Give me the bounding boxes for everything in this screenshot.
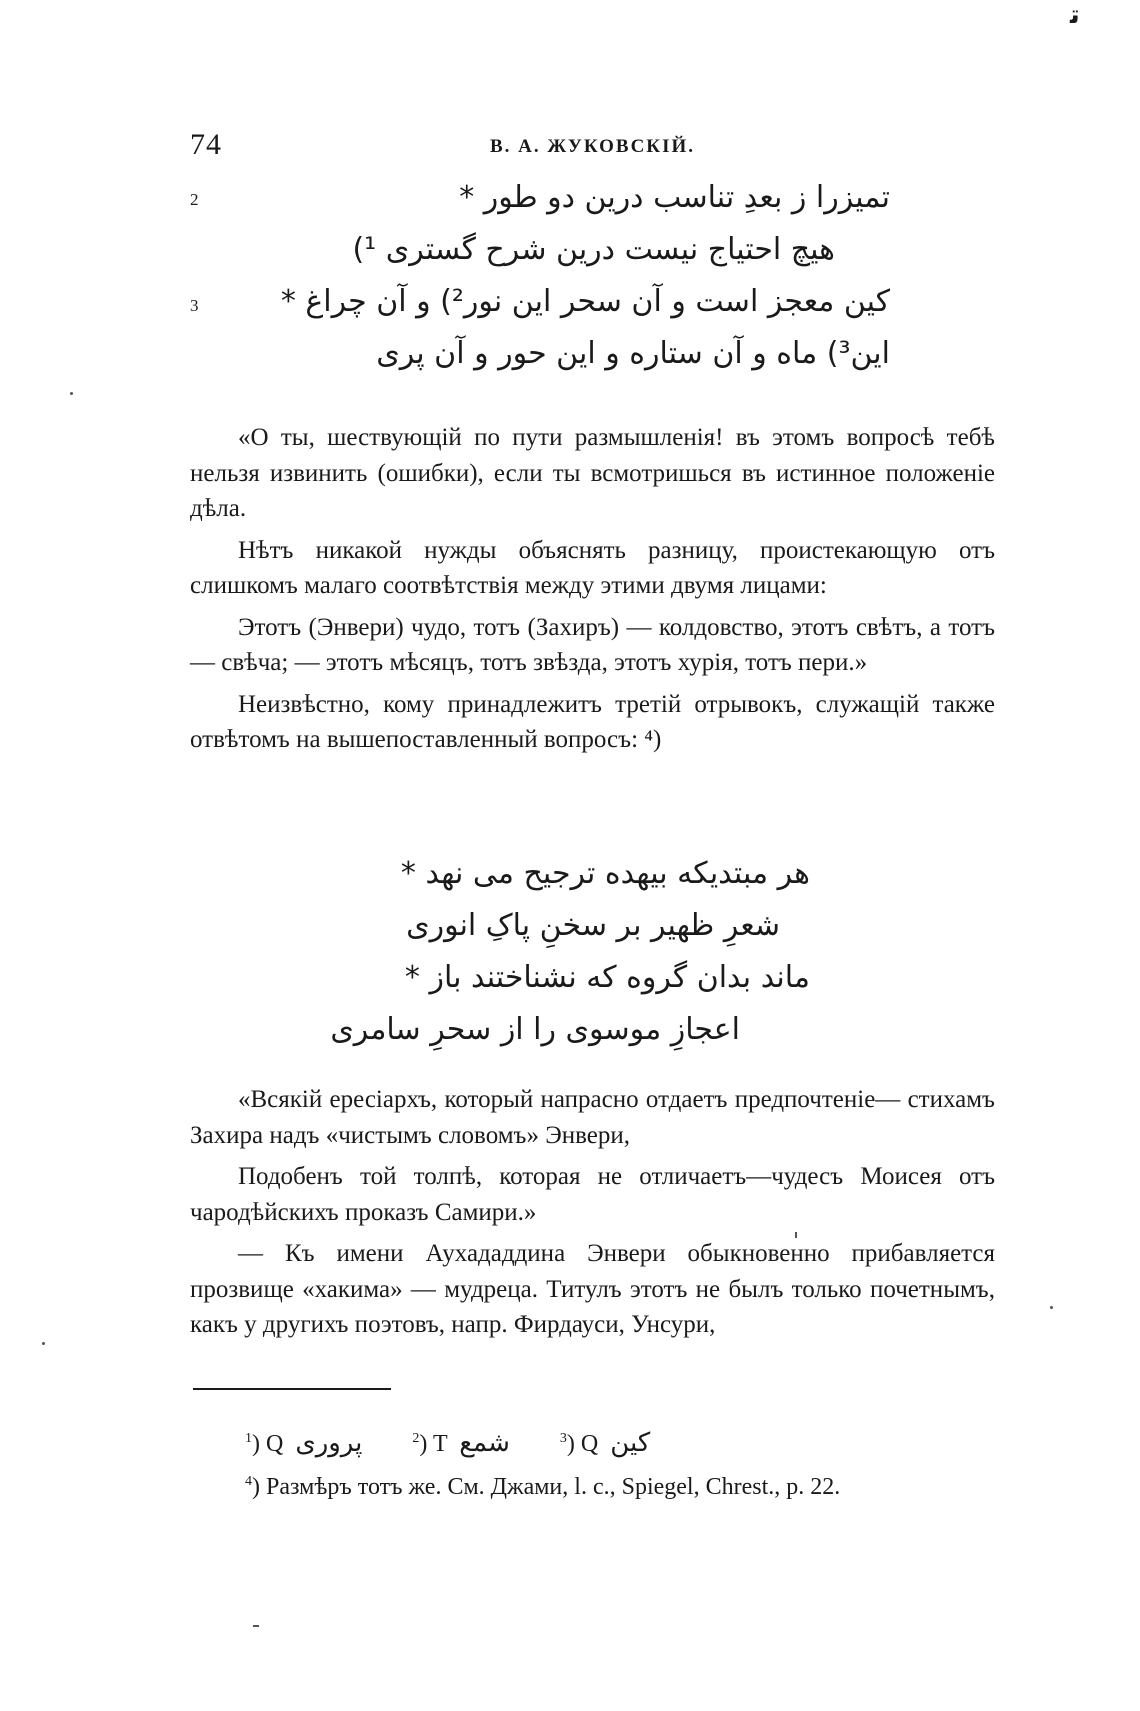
footnote-variant: شمع bbox=[459, 1428, 510, 1458]
verse-line bbox=[330, 1004, 810, 1056]
footnote-4 bbox=[245, 1464, 1005, 1500]
persian-verse-text: تمیزرا ز بعدِ تناسب درین دو طور * bbox=[459, 180, 890, 215]
verse-line bbox=[190, 276, 890, 328]
verse-line-number: 2 bbox=[190, 190, 199, 209]
persian-verse-text: هیچ احتیاج نیست درین شرح گستری ¹) bbox=[352, 232, 835, 267]
footnote-paren: ) bbox=[252, 1474, 260, 1500]
footnote-source: T bbox=[432, 1431, 448, 1457]
paragraph: — Къ имени Аухададдина Энвери обыкновенно прибавляется прозвище «хакима» — мудреца. Титулъ этотъ не былъ только почетнымъ, какъ у другихъ поэтовъ, напр. Фирдауси, Унсури, bbox=[190, 1240, 995, 1338]
footnote-3 bbox=[560, 1414, 650, 1469]
scan-speck bbox=[253, 1625, 259, 1627]
verse-line bbox=[380, 848, 810, 900]
footnote-mark: 3 bbox=[559, 1431, 567, 1446]
page-number: 74 bbox=[190, 128, 222, 161]
scan-speck bbox=[42, 1342, 45, 1345]
footnote-mark: 4 bbox=[245, 1474, 252, 1489]
verse-line bbox=[190, 224, 890, 276]
footnote-row bbox=[245, 1414, 1005, 1464]
paragraph: Подобенъ той толпѣ, которая не отличаетъ—чудесъ Моисея отъ чародѣйскихъ проказъ Самири.» bbox=[190, 1163, 995, 1226]
paragraph: «О ты, шествующій по пути размышленія! въ этомъ вопросѣ тебѣ нельзя извинить (ошибки), если ты всмотришься въ истинное положеніе дѣла. bbox=[190, 424, 995, 522]
verse-line bbox=[190, 172, 890, 224]
paragraph: Неизвѣстно, кому принадлежитъ третій отрывокъ, служащій также отвѣтомъ на вышепоставленный вопросъ: ⁴) bbox=[190, 690, 995, 753]
verse-line-number: 3 bbox=[190, 296, 199, 315]
scan-speck bbox=[70, 392, 73, 395]
running-head bbox=[190, 128, 995, 168]
persian-verse-block-2 bbox=[330, 848, 810, 1056]
footnote-paren: ) bbox=[419, 1431, 428, 1457]
persian-verse-text: شعرِ ظهیر بر سخنِ پاکِ انوری bbox=[406, 908, 780, 943]
verse-line bbox=[380, 952, 810, 1004]
footnote-variant: پروری bbox=[295, 1428, 363, 1458]
corner-ink-mark: ﺗ bbox=[1070, 0, 1080, 30]
persian-verse-text: هر مبتدیکه بیهده ترجیح می نهد * bbox=[400, 856, 810, 891]
verse-line bbox=[380, 900, 810, 952]
persian-verse-text: ماند بدان گروه که نشناختند باز * bbox=[404, 960, 810, 995]
verse-line bbox=[190, 328, 890, 380]
footnote-text: Размѣръ тотъ же. См. Джами, l. c., Spiegel, Chrest., p. 22. bbox=[266, 1474, 841, 1500]
footnote-paren: ) bbox=[566, 1431, 575, 1457]
footnote-mark: 1 bbox=[245, 1431, 252, 1446]
footnote-rule bbox=[193, 1388, 391, 1390]
footnote-variant: کین bbox=[610, 1428, 651, 1458]
persian-verse-text: کین معجز است و آن سحر این نور²) و آن چراغ * bbox=[280, 284, 890, 319]
footnote-source: Q bbox=[266, 1431, 284, 1457]
footnote-1 bbox=[245, 1414, 362, 1469]
footnote-paren: ) bbox=[252, 1431, 260, 1457]
paragraph: «Всякій ересіархъ, который напрасно отдаетъ предпочтеніе— стихамъ Захира надъ «чистымъ словомъ» Энвери, bbox=[190, 1086, 995, 1149]
prose-block-1 bbox=[190, 420, 995, 764]
prose-block-2 bbox=[190, 1082, 995, 1349]
footnote-2 bbox=[412, 1414, 509, 1469]
persian-verse-text: اعجازِ موسوی را از سحرِ سامری bbox=[330, 1012, 740, 1047]
persian-verse-block-1 bbox=[190, 172, 890, 380]
footnote-source: Q bbox=[580, 1431, 599, 1457]
paragraph: Этотъ (Энвери) чудо, тотъ (Захиръ) — колдовство, этотъ свѣтъ, а тотъ — свѣча; — этотъ мѣсяцъ, тотъ звѣзда, этотъ хурія, тотъ пери.» bbox=[190, 613, 995, 676]
scan-speck bbox=[795, 1232, 797, 1238]
persian-verse-text: این³) ماه و آن ستاره و این حور و آن پری bbox=[376, 336, 890, 371]
footnotes bbox=[245, 1414, 1005, 1500]
footnote-mark: 2 bbox=[412, 1431, 420, 1446]
scan-speck bbox=[1050, 1306, 1053, 1309]
paragraph: Нѣтъ никакой нужды объяснять разницу, проистекающую отъ слишкомъ малаго соотвѣтствія между этими двумя лицами: bbox=[190, 536, 995, 599]
running-title: В. А. ЖУКОВСКІЙ. bbox=[489, 136, 696, 157]
